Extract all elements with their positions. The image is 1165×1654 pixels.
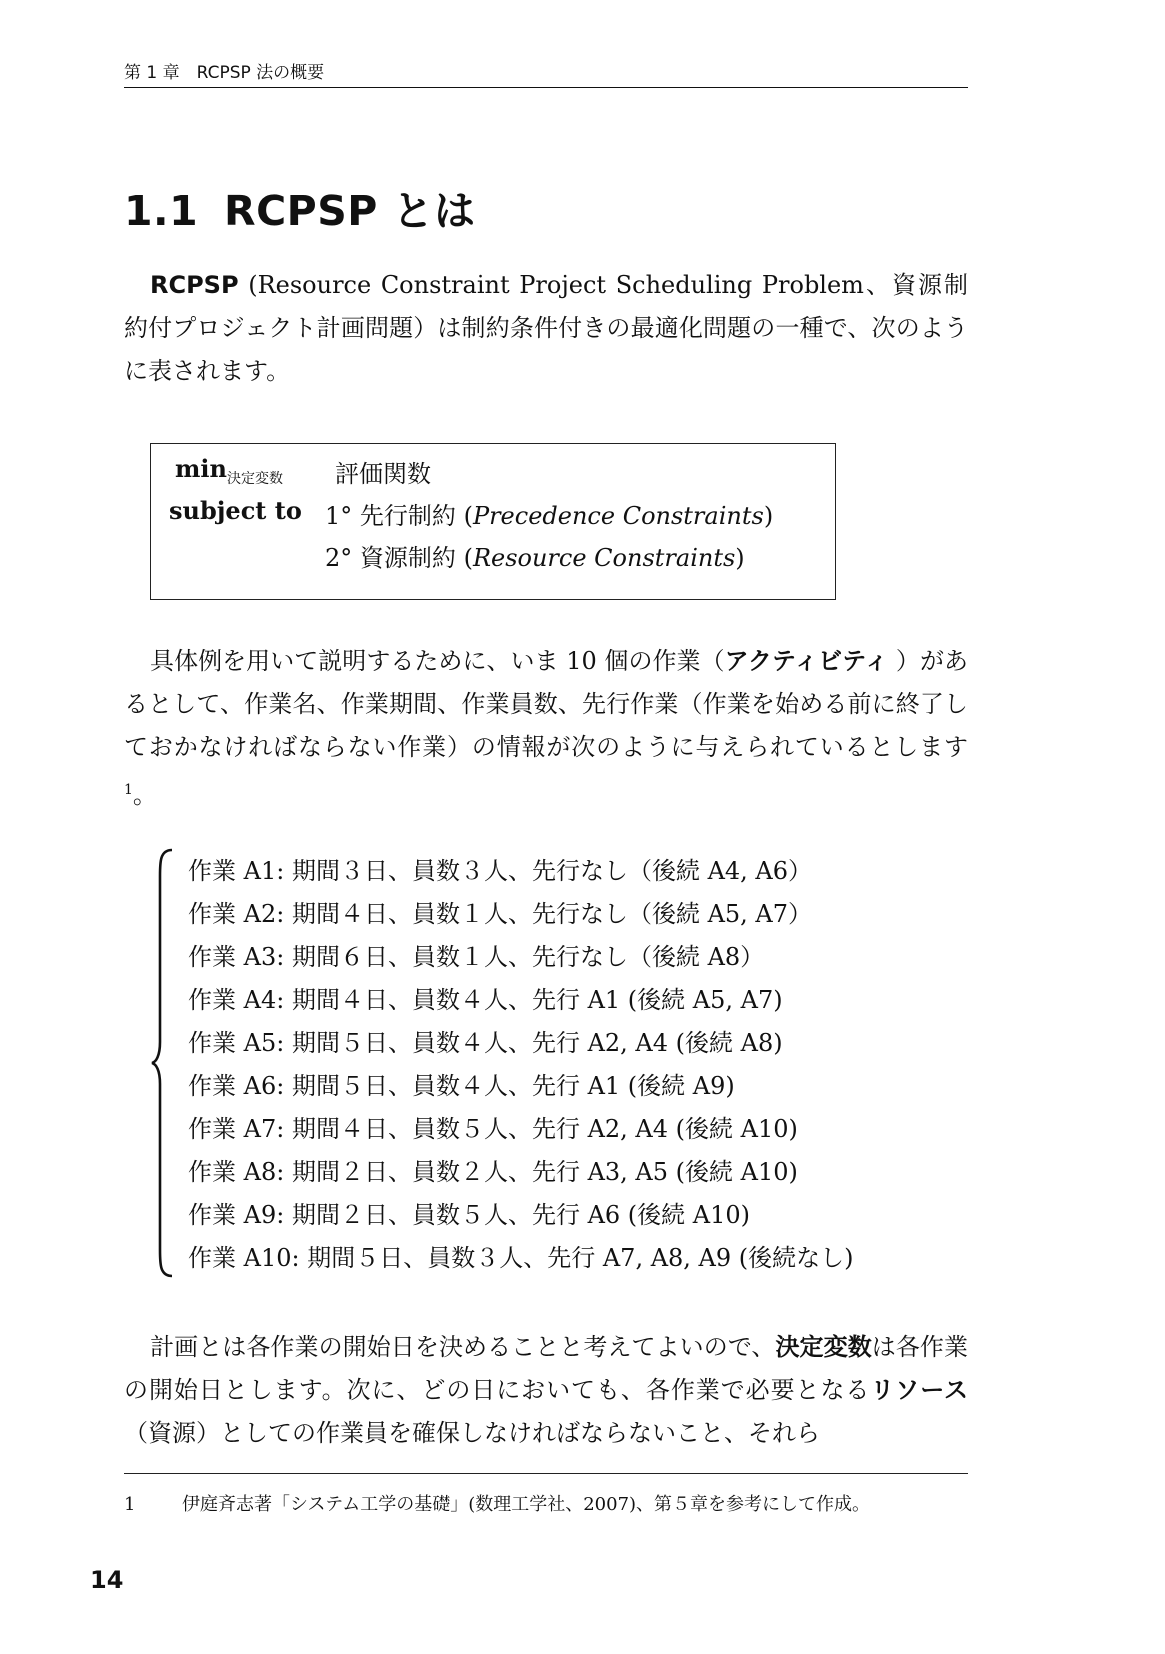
min-label: $\min_{決定変数}$: [175, 454, 283, 487]
task-row: 作業 A8: 期間２日、員数２人、先行 A3, A5 (後続 A10): [188, 1158, 798, 1186]
running-head: 第 1 章 RCPSP 法の概要: [124, 58, 968, 88]
task-row: 作業 A1: 期間３日、員数３人、先行なし（後続 A4, A6）: [188, 857, 813, 885]
left-brace: [150, 846, 176, 1280]
footnote-ref: 1: [124, 782, 133, 798]
task-row: 作業 A4: 期間４日、員数４人、先行 A1 (後続 A5, A7): [188, 986, 783, 1014]
section-title: [124, 178, 476, 237]
task-row: 作業 A5: 期間５日、員数４人、先行 A2, A4 (後続 A8): [188, 1029, 783, 1057]
task-row: 作業 A3: 期間６日、員数１人、先行なし（後続 A8）: [188, 943, 765, 971]
intro-text: (Resource Constraint Project Scheduling Problem、資源制約付プロジェクト計画問題）は制約条件付きの最適化問題の一種で、次のように表されます。: [124, 271, 968, 385]
section-title-text: RCPSP とは: [224, 187, 476, 235]
task-row: 作業 A9: 期間２日、員数５人、先行 A6 (後続 A10): [188, 1201, 751, 1229]
footnote-text: 伊庭斉志著「システム工学の基礎」(数理工学社、2007)、第５章を参考にして作成。: [182, 1494, 871, 1515]
subject-to-label: subject to: [169, 496, 302, 525]
footnote-mark: 1: [124, 1494, 136, 1515]
min-subscript: 決定変数: [226, 470, 283, 487]
term-decision-variable: 決定変数: [775, 1333, 872, 1361]
term-activity: アクティビティ: [724, 647, 889, 675]
example-paragraph: 具体例を用いて説明するために、いま 10 個の作業（アクティビティ ）があるとして、作業名、作業期間、作業員数、先行作業（作業を始める前に終了しておかなければならない作業）の情報が次のように与えられているとします$^1$。: [124, 647, 968, 809]
objective: 評価関数: [335, 460, 431, 488]
task-list: [188, 850, 854, 1280]
constraint-1: 1° 先行制約 (Precedence Constraints): [325, 502, 774, 530]
formula-box: [150, 443, 836, 600]
term-resource: リソース: [870, 1376, 968, 1404]
page-number: 14: [90, 1566, 124, 1594]
planning-paragraph: 計画とは各作業の開始日を決めることと考えてよいので、決定変数は各作業の開始日とします。次に、どの日においても、各作業で必要となるリソース（資源）としての作業員を確保しなければならないこと、それら: [124, 1333, 968, 1447]
task-row: 作業 A10: 期間５日、員数３人、先行 A7, A8, A9 (後続なし): [188, 1244, 854, 1272]
task-row: 作業 A7: 期間４日、員数５人、先行 A2, A4 (後続 A10): [188, 1115, 798, 1143]
footnote: [124, 1490, 870, 1516]
section-number: 1.1: [124, 187, 199, 235]
task-row: 作業 A2: 期間４日、員数１人、先行なし（後続 A5, A7）: [188, 900, 813, 928]
task-row: 作業 A6: 期間５日、員数４人、先行 A1 (後続 A9): [188, 1072, 735, 1100]
term-rcpsp: RCPSP: [150, 271, 239, 299]
intro-paragraph: [124, 264, 968, 393]
constraint-2: 2° 資源制約 (Resource Constraints): [325, 544, 745, 572]
footnote-rule: [124, 1473, 968, 1474]
